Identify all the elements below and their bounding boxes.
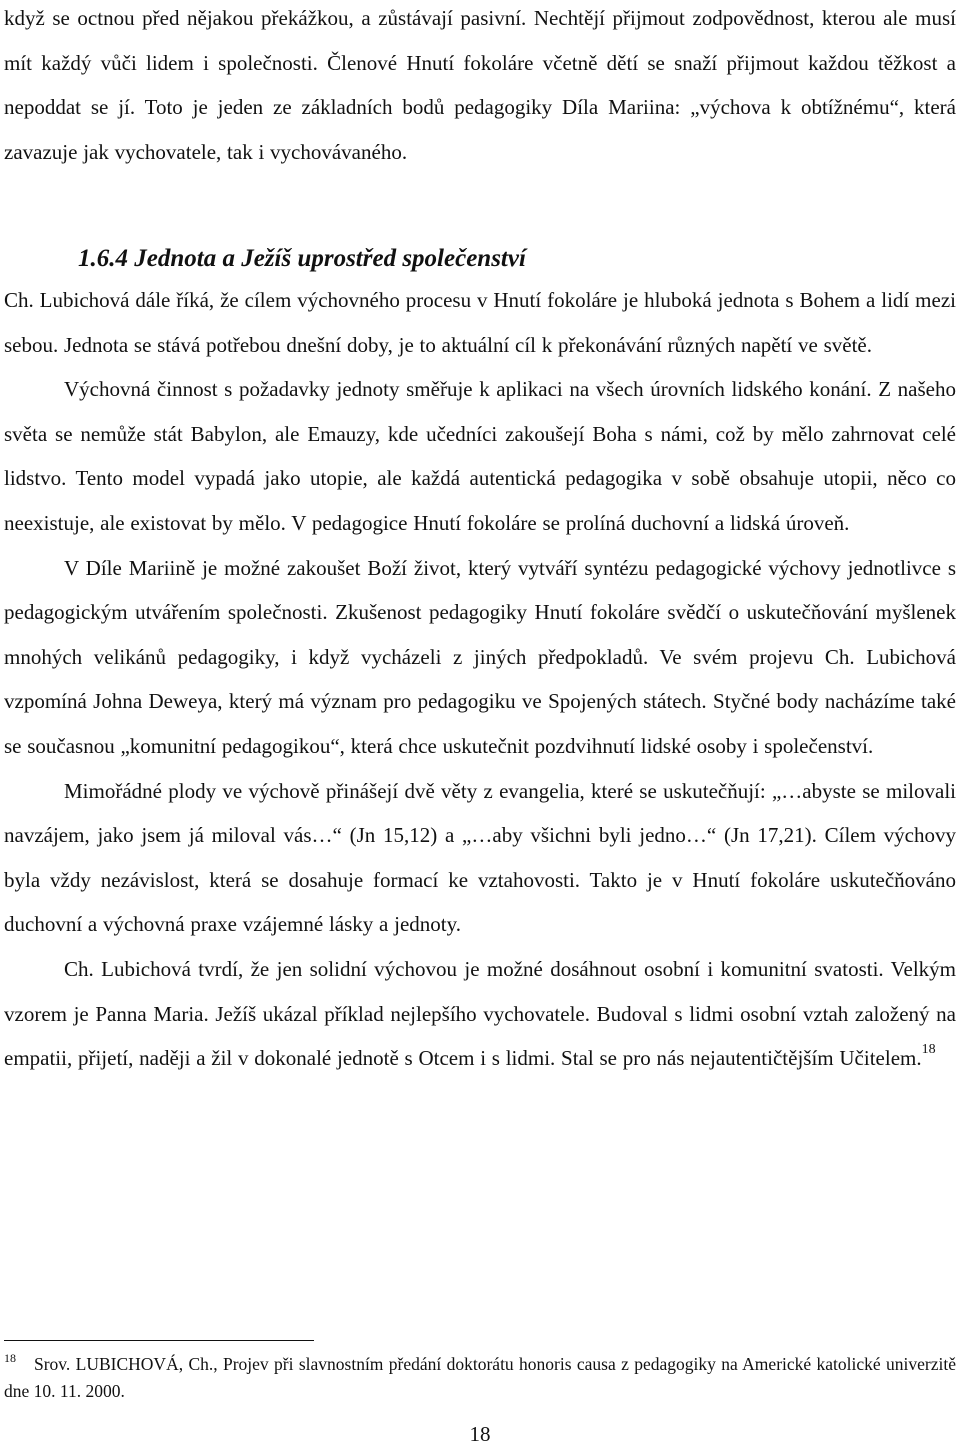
paragraph-3: V Díle Mariině je možné zakoušet Boží život, který vytváří syntézu pedagogické výchovy jednotlivce s pedagogickým utvářením společnosti. Zkušenost pedagogiky Hnutí fokoláre svědčí o uskutečňování myšlenek mnohých velikánů pedagogiky, i když vycházeli z jiných předpokladů. Ve svém projevu Ch. Lubichová vzpomíná Johna Deweya, který má význam pro pedagogiku ve Spojených státech. Styčné body nacházíme také se současnou „komunitní pedagogikou“, která chce uskutečnit pozdvihnutí lidské osoby i společenství.	[4, 555, 956, 758]
section-heading: 1.6.4 Jednota a Ježíš uprostřed společenství	[78, 245, 526, 272]
footnote-reference[interactable]: 18	[921, 1042, 936, 1058]
footnote-number: 18	[4, 1351, 16, 1365]
footnote-separator	[4, 1340, 314, 1341]
paragraph-continuation: když se octnou před nějakou překážkou, a zůstávají pasivní. Nechtějí přijmout zodpovědnost, kterou ale musí mít každý vůči lidem i společnosti. Členové Hnutí fokoláre včetně dětí se snaží přijmout každou těžkost a nepoddat se jí. Toto je jeden ze základních bodů pedagogiky Díla Mariina: „výchova k obtížnému“, která zavazuje jak vychovatele, tak i vychovávaného.	[4, 6, 956, 164]
top-text-block	[4, 0, 956, 174]
paragraph-5	[4, 947, 956, 1081]
paragraph-5-text: Ch. Lubichová tvrdí, že jen solidní výchovou je možné dosáhnout osobní i komunitní svatosti. Velkým vzorem je Panna Maria. Ježíš ukázal příklad nejlepšího vychovatele. Budoval s lidmi osobní vztah založený na empatii, přijetí, naději a žil v dokonalé jednotě s Otcem i s lidmi. Stal se pro nás nejautentičtějším Učitelem.	[4, 956, 956, 1071]
page-number: 18	[469, 1422, 491, 1446]
footnote-text: Srov. LUBICHOVÁ, Ch., Projev při slavnostním předání doktorátu honoris causa z pedagogiky na Americké katolické univerzitě dne 10. 11. 2000.	[4, 1354, 956, 1401]
paragraph-4: Mimořádné plody ve výchově přinášejí dvě věty z evangelia, které se uskutečňují: „…abyste se milovali navzájem, jako jsem já miloval vás…“ (Jn 15,12) a „…aby všichni byli jedno…“ (Jn 17,21). Cílem výchovy byla vždy nezávislost, která se dosahuje formací ke vztahovosti. Takto je v Hnutí fokoláre uskutečňováno duchovní a výchovná praxe vzájemné lásky a jednoty.	[4, 778, 956, 937]
footnote	[4, 1351, 956, 1405]
paragraph-1: Ch. Lubichová dále říká, že cílem výchovného procesu v Hnutí fokoláre je hluboká jednota s Bohem a lidí mezi sebou. Jednota se stává potřebou dnešní doby, je to aktuální cíl k překonávání různých napětí ve světě.	[4, 288, 956, 357]
paragraph-2: Výchovná činnost s požadavky jednoty směřuje k aplikaci na všech úrovních lidského konání. Z našeho světa se nemůže stát Babylon, ale Emauzy, kde učedníci zakoušejí Boha s námi, což by mělo zahrnovat celé lidstvo. Tento model vypadá jako utopie, ale každá autentická pedagogika v sobě obsahuje utopii, něco co neexistuje, ale existovat by mělo. V pedagogice Hnutí fokoláre se prolíná duchovní a lidská úroveň.	[4, 377, 956, 535]
main-text-block	[4, 278, 956, 1081]
